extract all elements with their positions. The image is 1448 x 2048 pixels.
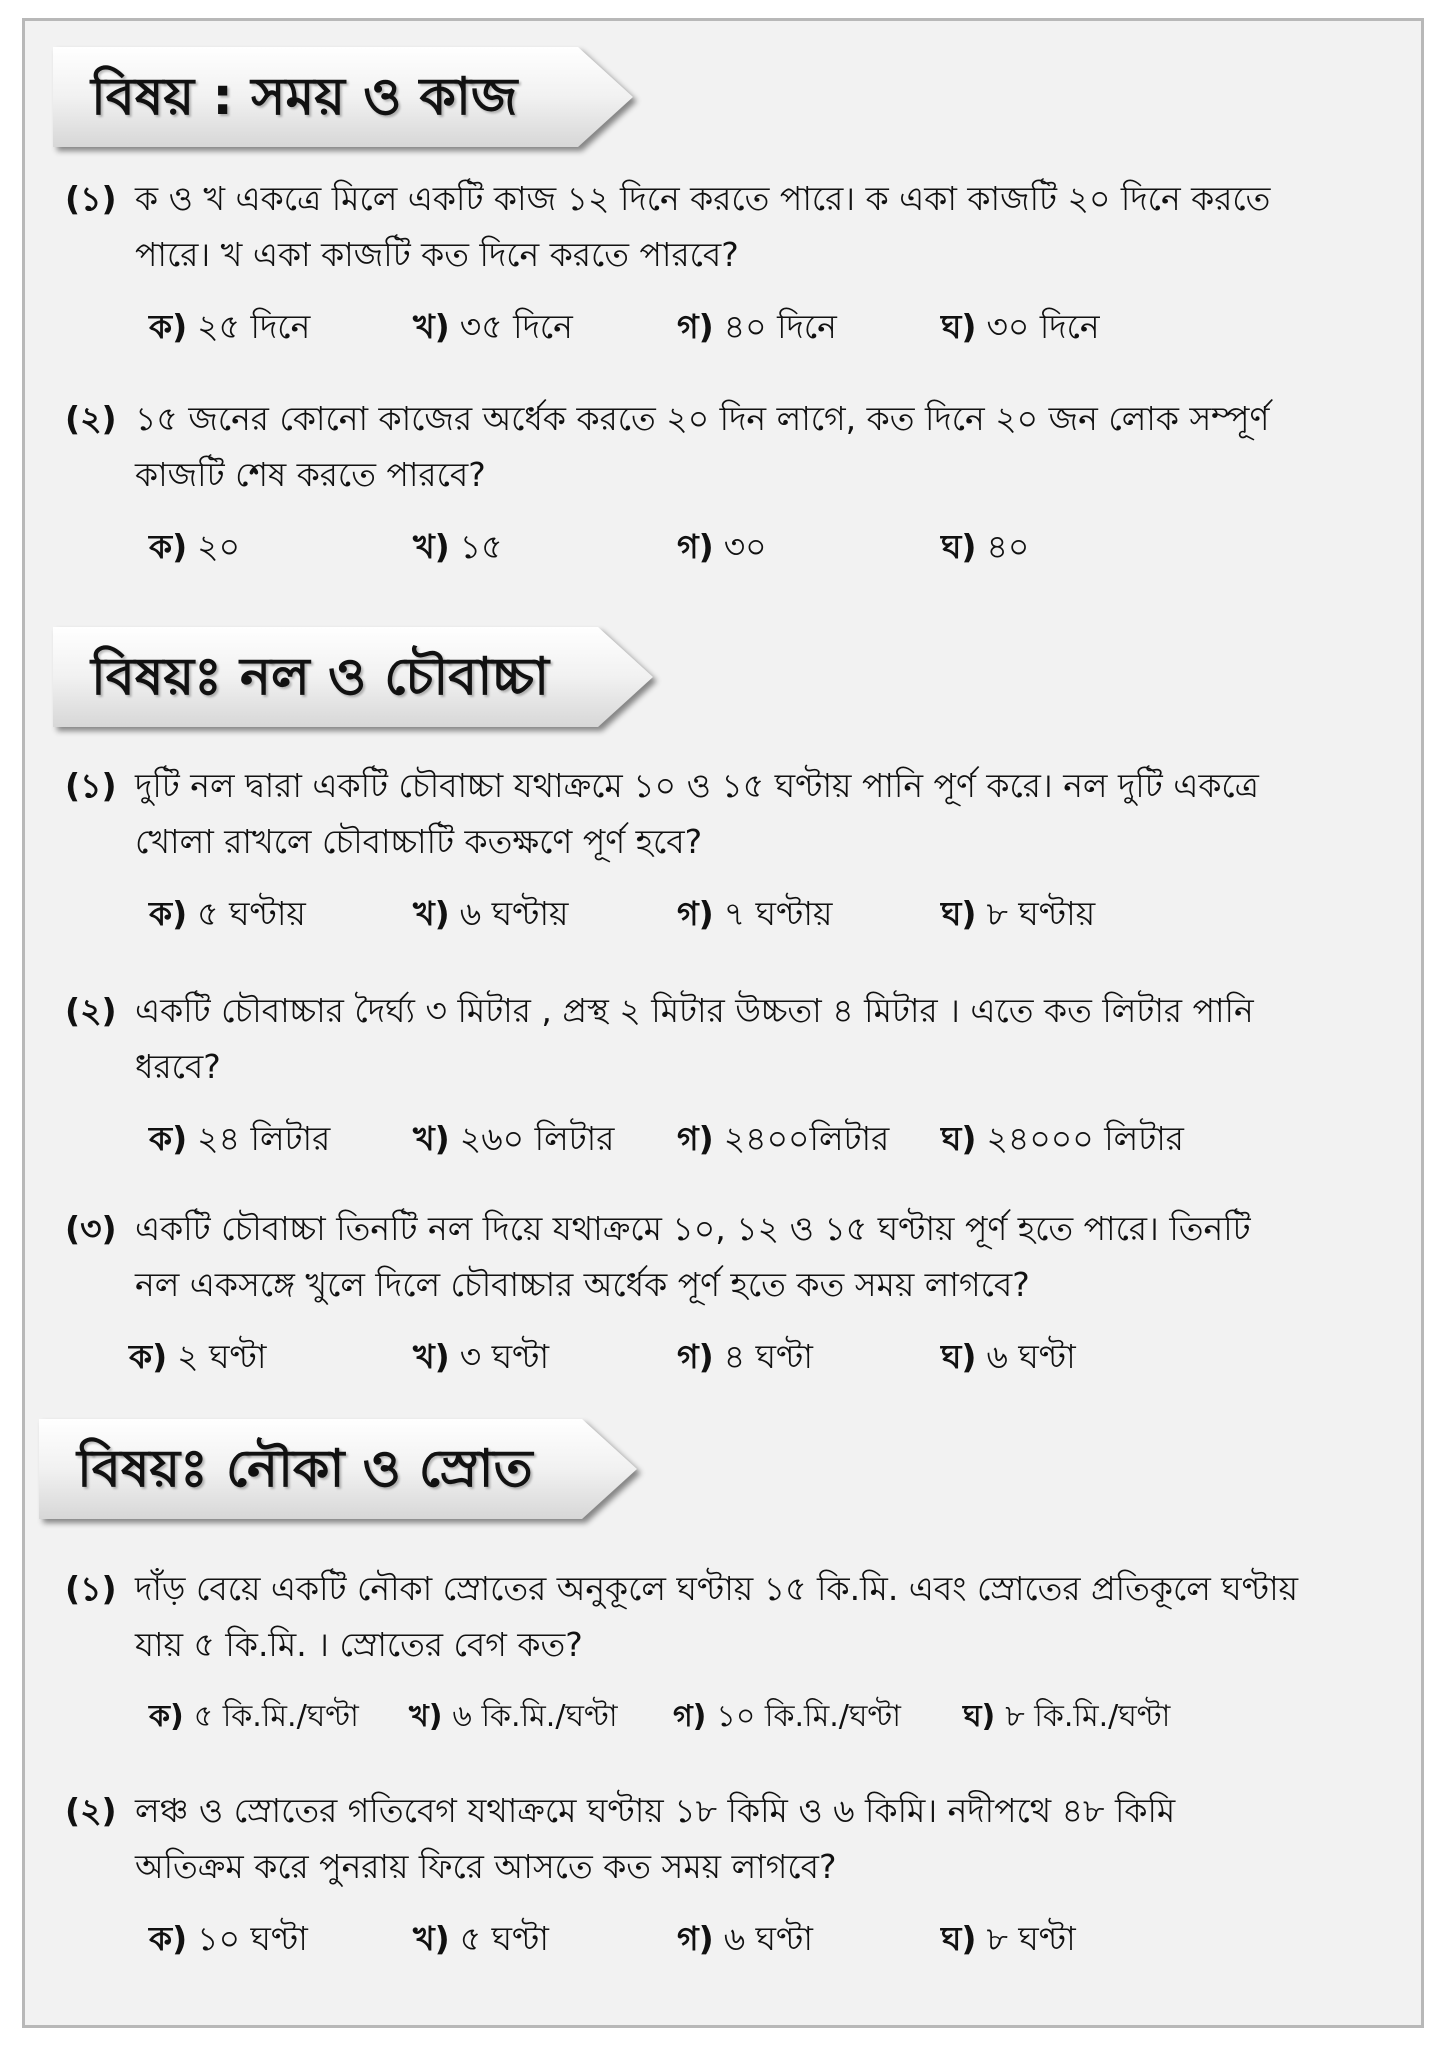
option-ka: ক) ২৪ লিটার	[149, 1111, 413, 1167]
option-text: ৪ ঘণ্টা	[723, 1337, 813, 1376]
question-number: (১)	[65, 179, 117, 218]
option-text: ৫ ঘণ্টায়	[197, 894, 306, 933]
options-row	[65, 1689, 1425, 1745]
question-text-line: দুটি নল দ্বারা একটি চৌবাচ্চা যথাক্রমে ১০ ও ১৫ ঘণ্টায় পানি পূর্ণ করে। নল দুটি একত্রে	[135, 766, 1259, 805]
option-text: ১০ ঘণ্টা	[197, 1919, 308, 1958]
option-kha: খ) ৩ ঘণ্টা	[413, 1329, 677, 1385]
option-text: ৩০ দিনে	[986, 307, 1100, 346]
worksheet-page	[22, 18, 1424, 2028]
option-text: ৮ কি.মি./ঘণ্টা	[1005, 1699, 1171, 1734]
question-number: (২)	[65, 991, 117, 1030]
option-kha: খ) ৬ কি.মি./ঘণ্টা	[409, 1689, 673, 1745]
option-text: ১০ কি.মি./ঘণ্টা	[716, 1699, 901, 1734]
option-text: ২৪ লিটার	[197, 1119, 331, 1158]
options-row	[65, 1911, 1425, 1967]
question-block	[65, 1783, 1425, 1967]
options-row	[65, 886, 1425, 942]
option-kha: খ) ২৬০ লিটার	[413, 1111, 677, 1167]
option-text: ৩৫ দিনে	[459, 307, 573, 346]
option-kha: খ) ৩৫ দিনে	[413, 299, 677, 355]
option-ka: ক) ১০ ঘণ্টা	[149, 1911, 413, 1967]
option-gha: ঘ) ৮ ঘণ্টায়	[941, 886, 1095, 942]
question-text-line: ১৫ জনের কোনো কাজের অর্ধেক করতে ২০ দিন লাগে, কত দিনে ২০ জন লোক সম্পূর্ণ	[135, 399, 1270, 438]
question-block	[65, 1201, 1425, 1385]
option-gha: ঘ) ৮ ঘণ্টা	[941, 1911, 1076, 1967]
question-text-line: খোলা রাখলে চৌবাচ্চাটি কতক্ষণে পূর্ণ হবে?	[135, 822, 703, 861]
options-row	[65, 519, 1425, 575]
option-ga: গ) ৬ ঘণ্টা	[677, 1911, 941, 1967]
option-ka: ক) ২০	[149, 519, 413, 575]
question-number: (২)	[65, 1791, 117, 1830]
option-text: ৮ ঘণ্টা	[986, 1919, 1076, 1958]
section-banner-time-work	[53, 47, 633, 147]
option-text: ৮ ঘণ্টায়	[986, 894, 1096, 933]
option-text: ৬ ঘণ্টা	[986, 1337, 1076, 1376]
option-text: ২৪০০০ লিটার	[986, 1119, 1184, 1158]
option-text: ৫ ঘণ্টা	[459, 1919, 550, 1958]
question-block	[65, 758, 1425, 942]
option-kha: খ) ৬ ঘণ্টায়	[413, 886, 677, 942]
option-gha: ঘ) ৮ কি.মি./ঘণ্টা	[963, 1689, 1170, 1745]
option-text: ৬ কি.মি./ঘণ্টা	[452, 1699, 618, 1734]
option-text: ৫ কি.মি./ঘণ্টা	[193, 1699, 359, 1734]
option-text: ৬ ঘণ্টা	[723, 1919, 813, 1958]
option-kha: খ) ১৫	[413, 519, 677, 575]
option-ga: গ) ৭ ঘণ্টায়	[677, 886, 941, 942]
option-text: ৪০	[986, 527, 1030, 566]
question-block	[65, 983, 1425, 1167]
option-text: ১৫	[459, 527, 503, 566]
section-banner-pipe-cistern	[53, 627, 653, 727]
option-ga: গ) ২৪০০লিটার	[677, 1111, 941, 1167]
question-text-line: পারে। খ একা কাজটি কত দিনে করতে পারবে?	[135, 235, 739, 274]
option-ga: গ) ৪০ দিনে	[677, 299, 941, 355]
option-ga: গ) ১০ কি.মি./ঘণ্টা	[673, 1689, 963, 1745]
question-text-line: নল একসঙ্গে খুলে দিলে চৌবাচ্চার অর্ধেক পূর্ণ হতে কত সময় লাগবে?	[135, 1265, 1030, 1304]
options-row	[65, 299, 1425, 355]
options-row	[65, 1111, 1425, 1167]
option-text: ৪০ দিনে	[723, 307, 837, 346]
option-text: ২৫ দিনে	[197, 307, 311, 346]
option-ka: ক) ৫ ঘণ্টায়	[149, 886, 413, 942]
question-text-line: লঞ্চ ও স্রোতের গতিবেগ যথাক্রমে ঘণ্টায় ১৮ কিমি ও ৬ কিমি। নদীপথে ৪৮ কিমি	[135, 1791, 1176, 1830]
option-text: ২৪০০লিটার	[723, 1119, 890, 1158]
question-text-line: ধরবে?	[135, 1047, 221, 1086]
question-text-line: দাঁড় বেয়ে একটি নৌকা স্রোতের অনুকূলে ঘণ্টায় ১৫ কি.মি. এবং স্রোতের প্রতিকূলে ঘণ্টায়	[135, 1569, 1299, 1608]
option-kha: খ) ৫ ঘণ্টা	[413, 1911, 677, 1967]
option-gha: ঘ) ৪০	[941, 519, 1029, 575]
option-ka: ক) ২ ঘণ্টা	[129, 1329, 413, 1385]
question-number: (২)	[65, 399, 117, 438]
question-text-line: যায় ৫ কি.মি. । স্রোতের বেগ কত?	[135, 1625, 583, 1664]
section-title: বিষয়ঃ নৌকা ও স্রোত	[77, 1439, 533, 1499]
question-text-line: ক ও খ একত্রে মিলে একটি কাজ ১২ দিনে করতে পারে। ক একা কাজটি ২০ দিনে করতে	[135, 179, 1271, 218]
option-text: ২৬০ লিটার	[459, 1119, 615, 1158]
option-ka: ক) ৫ কি.মি./ঘণ্টা	[149, 1689, 409, 1745]
question-number: (৩)	[65, 1209, 117, 1248]
option-text: ২ ঘণ্টা	[177, 1337, 267, 1376]
option-text: ৩ ঘণ্টা	[459, 1337, 550, 1376]
question-number: (১)	[65, 1569, 117, 1608]
options-row	[65, 1329, 1425, 1385]
option-text: ৭ ঘণ্টায়	[723, 894, 833, 933]
question-block	[65, 391, 1425, 575]
section-title: বিষয়ঃ নল ও চৌবাচ্চা	[91, 647, 550, 707]
section-title: বিষয় : সময় ও কাজ	[91, 67, 518, 127]
option-text: ৩০	[723, 527, 767, 566]
option-text: ২০	[197, 527, 241, 566]
question-text-line: অতিক্রম করে পুনরায় ফিরে আসতে কত সময় লাগবে?	[135, 1847, 837, 1886]
question-number: (১)	[65, 766, 117, 805]
question-text-line: কাজটি শেষ করতে পারবে?	[135, 455, 486, 494]
question-text-line: একটি চৌবাচ্চার দৈর্ঘ্য ৩ মিটার , প্রস্থ ২ মিটার উচ্চতা ৪ মিটার । এতে কত লিটার পানি	[135, 991, 1254, 1030]
option-text: ৬ ঘণ্টায়	[459, 894, 569, 933]
question-block	[65, 1561, 1425, 1745]
option-gha: ঘ) ৬ ঘণ্টা	[941, 1329, 1076, 1385]
section-banner-boat-current	[39, 1419, 637, 1519]
question-block	[65, 171, 1425, 355]
question-text-line: একটি চৌবাচ্চা তিনটি নল দিয়ে যথাক্রমে ১০, ১২ ও ১৫ ঘণ্টায় পূর্ণ হতে পারে। তিনটি	[135, 1209, 1251, 1248]
option-gha: ঘ) ৩০ দিনে	[941, 299, 1100, 355]
option-ga: গ) ৪ ঘণ্টা	[677, 1329, 941, 1385]
option-ga: গ) ৩০	[677, 519, 941, 575]
option-gha: ঘ) ২৪০০০ লিটার	[941, 1111, 1184, 1167]
option-ka: ক) ২৫ দিনে	[149, 299, 413, 355]
